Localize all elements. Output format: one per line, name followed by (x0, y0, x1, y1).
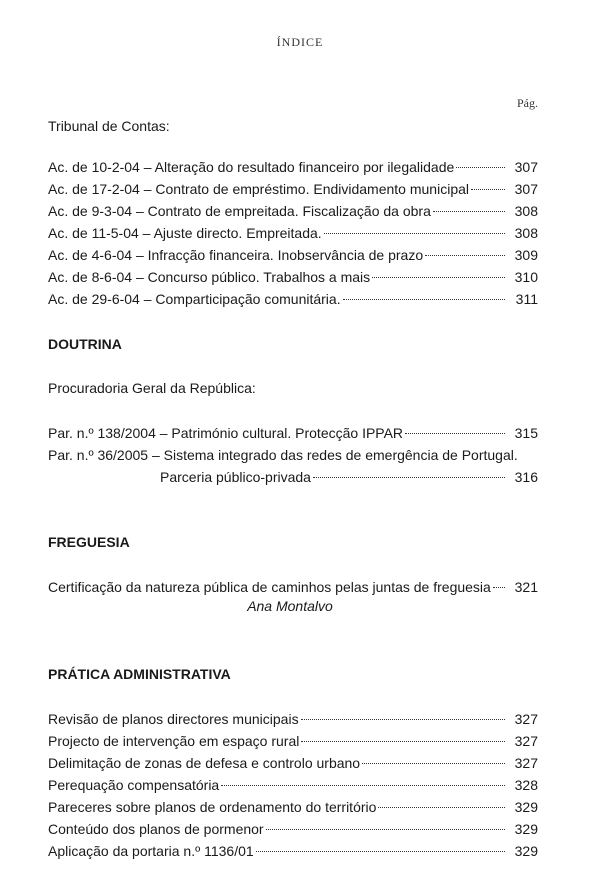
toc-entry[interactable] (48, 708, 538, 730)
dot-leader (313, 477, 505, 478)
entry-page: 327 (514, 755, 538, 771)
entry-text: Par. n.º 138/2004 – Património cultural. Protecção IPPAR (48, 425, 404, 441)
entry-author: Ana Montalvo (247, 598, 333, 614)
dot-leader (362, 763, 505, 764)
toc-entry[interactable] (48, 774, 538, 796)
entry-page: 327 (514, 711, 538, 727)
entry-page: 307 (514, 181, 538, 197)
page-column-label: Pág. (517, 96, 538, 110)
entry-text-continued: Parceria público-privada (160, 469, 311, 485)
entry-page: 316 (514, 469, 538, 485)
entry-page: 307 (514, 159, 538, 175)
doutrina-subheading: Procuradoria Geral da República: (48, 380, 256, 396)
dot-leader (378, 807, 505, 808)
entry-page: 327 (514, 733, 538, 749)
page-title: ÍNDICE (276, 35, 324, 49)
entry-text: Perequação compensatória (48, 777, 220, 793)
dot-leader (405, 433, 505, 434)
section-title-doutrina: DOUTRINA (48, 336, 122, 352)
toc-entry[interactable] (48, 156, 538, 178)
entry-text: Ac. de 4-6-04 – Infracção financeira. Inobservância de prazo (48, 247, 424, 263)
tribunal-heading: Tribunal de Contas: (48, 118, 170, 134)
entry-page: 309 (514, 247, 538, 263)
dot-leader (221, 785, 505, 786)
toc-entry[interactable] (48, 576, 538, 598)
toc-entry[interactable] (48, 222, 538, 244)
entry-page: 308 (514, 203, 538, 219)
entry-text: Ac. de 8-6-04 – Concurso público. Trabalhos a mais (48, 269, 371, 285)
section-title-freguesia: FREGUESIA (48, 534, 130, 550)
entry-page: 329 (514, 843, 538, 859)
dot-leader (324, 233, 505, 234)
dot-leader (372, 277, 505, 278)
toc-entry[interactable] (48, 288, 538, 310)
dot-leader (425, 255, 505, 256)
entry-text: Delimitação de zonas de defesa e controlo urbano (48, 755, 361, 771)
toc-entry[interactable] (48, 818, 538, 840)
toc-entry[interactable] (48, 422, 538, 444)
toc-entry[interactable] (48, 444, 538, 466)
toc-entry[interactable] (48, 752, 538, 774)
entry-text: Revisão de planos directores municipais (48, 711, 299, 727)
toc-entry[interactable] (48, 244, 538, 266)
entry-text: Ac. de 11-5-04 – Ajuste directo. Empreitada. (48, 225, 322, 241)
entry-text: Ac. de 10-2-04 – Alteração do resultado financeiro por ilegalidade (48, 159, 455, 175)
section-title-pratica: PRÁTICA ADMINISTRATIVA (48, 666, 231, 682)
dot-leader (256, 851, 505, 852)
dot-leader (301, 719, 505, 720)
entry-page: 308 (514, 225, 538, 241)
entry-text: Par. n.º 36/2005 – Sistema integrado das redes de emergência de Portugal. (48, 447, 518, 463)
toc-entry[interactable] (48, 730, 538, 752)
dot-leader (493, 587, 505, 588)
dot-leader (471, 189, 505, 190)
dot-leader (343, 299, 505, 300)
dot-leader (266, 829, 505, 830)
dot-leader (301, 741, 505, 742)
entry-page: 329 (514, 821, 538, 837)
entry-text: Conteúdo dos planos de pormenor (48, 821, 264, 837)
entry-text: Aplicação da portaria n.º 1136/01 (48, 843, 254, 859)
entry-text: Ac. de 9-3-04 – Contrato de empreitada. Fiscalização da obra (48, 203, 431, 219)
toc-entry-continuation[interactable] (48, 466, 538, 488)
entry-page: 321 (514, 579, 538, 595)
toc-entry[interactable] (48, 178, 538, 200)
entry-text: Ac. de 29-6-04 – Comparticipação comunitária. (48, 291, 341, 307)
entry-page: 311 (515, 291, 538, 307)
toc-entry[interactable] (48, 266, 538, 288)
entry-text: Projecto de intervenção em espaço rural (48, 733, 300, 749)
dot-leader (456, 167, 505, 168)
dot-leader (433, 211, 505, 212)
entry-text: Ac. de 17-2-04 – Contrato de empréstimo. Endividamento municipal (48, 181, 469, 197)
toc-entry[interactable] (48, 200, 538, 222)
entry-text: Pareceres sobre planos de ordenamento do território (48, 799, 377, 815)
toc-entry[interactable] (48, 840, 538, 862)
entry-page: 310 (514, 269, 538, 285)
entry-page: 328 (514, 777, 538, 793)
entry-text: Certificação da natureza pública de caminhos pelas juntas de freguesia (48, 579, 491, 595)
entry-page: 315 (514, 425, 538, 441)
toc-entry[interactable] (48, 796, 538, 818)
entry-page: 329 (514, 799, 538, 815)
